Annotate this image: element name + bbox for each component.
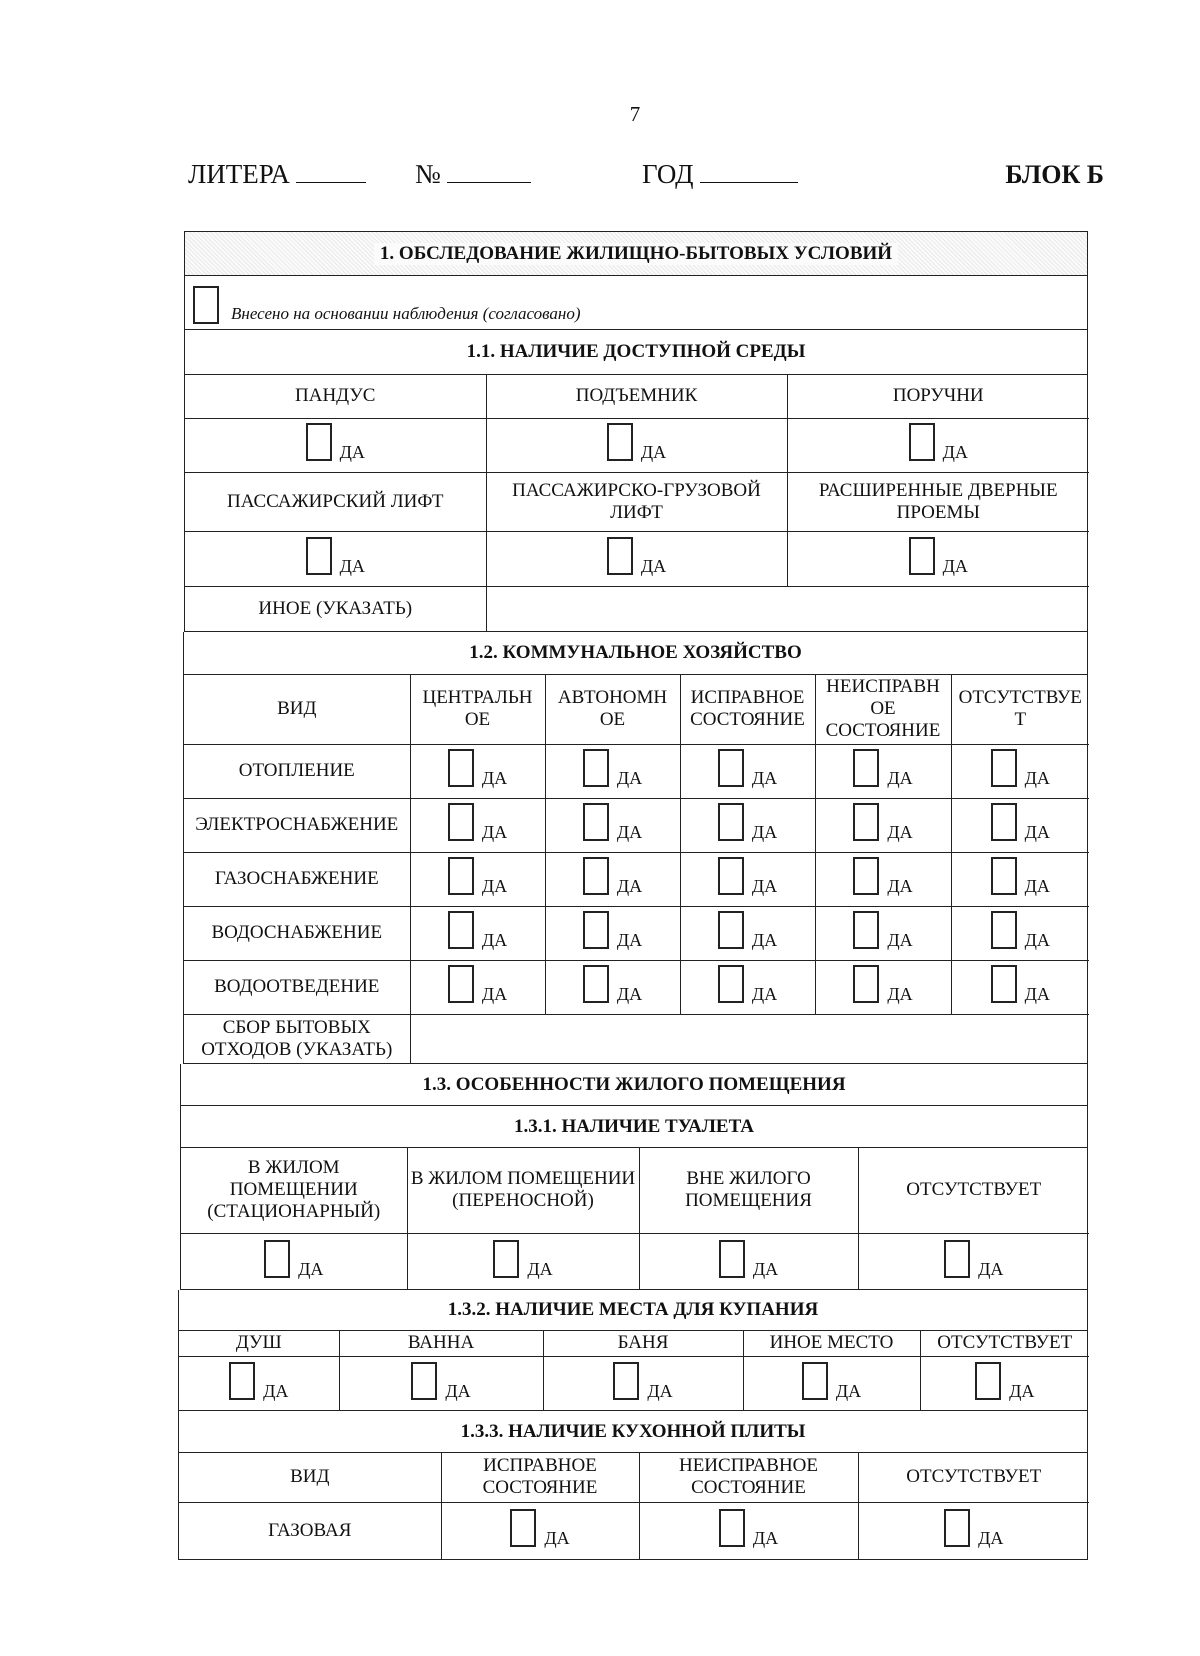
electricity-working-checkbox[interactable] [718,803,744,841]
freight-elevator-checkbox[interactable] [607,537,633,575]
number-label: № [415,159,441,189]
gas-absent-checkbox[interactable] [991,857,1017,895]
s131-title: 1.3.1. НАЛИЧИЕ ТУАЛЕТА [513,1115,755,1137]
bath-absent-label: ОТСУТСТВУЕТ [920,1331,1089,1356]
s133-grid: ВИД ИСПРАВНОЕ СОСТОЯНИЕ НЕИСПРАВНОЕ СОСТОЯНИЕ ОТСУТСТВУЕТ ГАЗОВАЯ ДА ДА ДА [178,1453,1088,1560]
table-row: ЭЛЕКТРОСНАБЖЕНИЕ ДА ДА ДА ДА ДА [184,798,1089,852]
bath-tub-label: ВАННА [339,1331,543,1356]
row-label-waste: СБОР БЫТОВЫХ ОТХОДОВ (УКАЗАТЬ) [184,1014,410,1064]
heating-autonomous-checkbox[interactable] [583,749,609,787]
year-label: ГОД [642,159,694,189]
s132-title: 1.3.2. НАЛИЧИЕ МЕСТА ДЛЯ КУПАНИЯ [447,1299,819,1320]
electricity-absent-checkbox[interactable] [991,803,1017,841]
table-row: ВОДООТВЕДЕНИЕ ДА ДА ДА ДА ДА [184,960,1089,1014]
row-label-gas: ГАЗОСНАБЖЕНИЕ [184,852,410,906]
section1-title: 1. ОБСЛЕДОВАНИЕ ЖИЛИЩНО-БЫТОВЫХ УСЛОВИЙ [374,243,898,265]
row-label-drainage: ВОДООТВЕДЕНИЕ [184,960,410,1014]
s12-header-type: ВИД [184,675,410,744]
year-input[interactable] [700,158,798,183]
section1-title-row [184,231,1088,276]
heating-absent-checkbox[interactable] [991,749,1017,787]
s13-title: 1.3. ОСОБЕННОСТИ ЖИЛОГО ПОМЕЩЕНИЯ [422,1073,846,1095]
s11-title-row [184,330,1088,375]
bath-banya-label: БАНЯ [543,1331,743,1356]
toilet-outside-checkbox[interactable] [719,1240,745,1278]
bath-absent-checkbox[interactable] [975,1362,1001,1400]
s13-title-row [180,1064,1088,1106]
passenger-elevator-checkbox[interactable] [306,537,332,575]
stove-absent-header: ОТСУТСТВУЕТ [858,1453,1089,1502]
gas-central-checkbox[interactable] [448,857,474,895]
s12-header-absent: ОТСУТСТВУЕ Т [951,675,1089,744]
observation-note: Внесено на основании наблюдения (согласовано) [231,304,581,323]
bath-other-label: ИНОЕ МЕСТО [743,1331,920,1356]
waste-input[interactable] [410,1014,1089,1064]
row-label-heating: ОТОПЛЕНИЕ [184,744,410,798]
gas-stove-working-checkbox[interactable] [510,1509,536,1547]
block-label: БЛОК Б [1005,160,1104,189]
ramp-checkbox[interactable] [306,423,332,461]
s131-title-row [180,1106,1088,1148]
toilet-portable-checkbox[interactable] [493,1240,519,1278]
toilet-outside-label: ВНЕ ЖИЛОГО ПОМЕЩЕНИЯ [639,1148,858,1233]
banya-checkbox[interactable] [613,1362,639,1400]
year-field [642,158,798,190]
number-field [415,158,531,190]
s11-label-passenger-elevator: ПАССАЖИРСКИЙ ЛИФТ [185,472,486,531]
row-label-electricity: ЭЛЕКТРОСНАБЖЕНИЕ [184,798,410,852]
s12-header-autonomous: АВТОНОМН ОЕ [545,675,680,744]
s11-label-wide-doors: РАСШИРЕННЫЕ ДВЕРНЫЕ ПРОЕМЫ [787,472,1089,531]
toilet-absent-label: ОТСУТСТВУЕТ [858,1148,1089,1233]
toilet-portable-label: В ЖИЛОМ ПОМЕЩЕНИИ (ПЕРЕНОСНОЙ) [407,1148,639,1233]
gas-faulty-checkbox[interactable] [853,857,879,895]
electricity-faulty-checkbox[interactable] [853,803,879,841]
number-input[interactable] [447,158,531,183]
litera-label: ЛИТЕРА [188,159,290,189]
s11-other-input[interactable] [486,586,1089,632]
water-autonomous-checkbox[interactable] [583,911,609,949]
heating-working-checkbox[interactable] [718,749,744,787]
observation-checkbox[interactable] [193,286,219,324]
water-working-checkbox[interactable] [718,911,744,949]
s11-label-handrails: ПОРУЧНИ [787,375,1089,418]
s11-other-label: ИНОЕ (УКАЗАТЬ) [185,586,486,632]
s11-label-lift: ПОДЪЕМНИК [486,375,787,418]
drainage-working-checkbox[interactable] [718,965,744,1003]
litera-input[interactable] [296,158,366,183]
drainage-central-checkbox[interactable] [448,965,474,1003]
s132-title-row [178,1290,1088,1331]
page-number: 7 [629,102,641,126]
heating-faulty-checkbox[interactable] [853,749,879,787]
s12-header-working: ИСПРАВНОЕ СОСТОЯНИЕ [680,675,815,744]
s11-grid: ПАНДУС ПОДЪЕМНИК ПОРУЧНИ ДА ДА ДА ПАССАЖИРСКИЙ ЛИФТ ПАССАЖИРСКО-ГРУЗОВОЙ ЛИФТ РАСШИРЕННЫЕ ДВЕРНЫЕ ПРОЕМЫ ДА ДА ДА ИНОЕ (УКАЗАТЬ) [184,375,1088,632]
s131-grid: В ЖИЛОМ ПОМЕЩЕНИИ (СТАЦИОНАРНЫЙ) В ЖИЛОМ ПОМЕЩЕНИИ (ПЕРЕНОСНОЙ) ВНЕ ЖИЛОГО ПОМЕЩЕНИЯ ОТСУТСТВУЕТ ДА ДА ДА ДА [180,1148,1088,1290]
gas-autonomous-checkbox[interactable] [583,857,609,895]
toilet-stationary-checkbox[interactable] [264,1240,290,1278]
tub-checkbox[interactable] [411,1362,437,1400]
shower-checkbox[interactable] [229,1362,255,1400]
drainage-faulty-checkbox[interactable] [853,965,879,1003]
stove-gas-label: ГАЗОВАЯ [179,1502,441,1560]
s12-header-central: ЦЕНТРАЛЬН ОЕ [410,675,545,744]
water-faulty-checkbox[interactable] [853,911,879,949]
stove-type-header: ВИД [179,1453,441,1502]
gas-stove-faulty-checkbox[interactable] [719,1509,745,1547]
electricity-autonomous-checkbox[interactable] [583,803,609,841]
litera-field [188,158,366,190]
note-row [184,276,1088,330]
gas-working-checkbox[interactable] [718,857,744,895]
s11-label-ramp: ПАНДУС [185,375,486,418]
handrails-checkbox[interactable] [909,423,935,461]
s133-title: 1.3.3. НАЛИЧИЕ КУХОННОЙ ПЛИТЫ [460,1420,806,1442]
wide-doors-checkbox[interactable] [909,537,935,575]
toilet-absent-checkbox[interactable] [944,1240,970,1278]
row-label-water: ВОДОСНАБЖЕНИЕ [184,906,410,960]
gas-stove-absent-checkbox[interactable] [944,1509,970,1547]
lift-checkbox[interactable] [607,423,633,461]
bath-shower-label: ДУШ [179,1331,339,1356]
s133-title-row [178,1411,1088,1453]
bath-other-checkbox[interactable] [802,1362,828,1400]
water-absent-checkbox[interactable] [991,911,1017,949]
s11-label-freight-elevator: ПАССАЖИРСКО-ГРУЗОВОЙ ЛИФТ [486,472,787,531]
drainage-absent-checkbox[interactable] [991,965,1017,1003]
stove-working-header: ИСПРАВНОЕ СОСТОЯНИЕ [441,1453,639,1502]
s12-grid [183,675,1088,1064]
toilet-stationary-label: В ЖИЛОМ ПОМЕЩЕНИИ (СТАЦИОНАРНЫЙ) [181,1148,407,1233]
s12-header-faulty: НЕИСПРАВН ОЕ СОСТОЯНИЕ [815,675,951,744]
drainage-autonomous-checkbox[interactable] [583,965,609,1003]
stove-faulty-header: НЕИСПРАВНОЕ СОСТОЯНИЕ [639,1453,858,1502]
s12-title-row [183,632,1088,675]
table-row: ГАЗОСНАБЖЕНИЕ ДА ДА ДА ДА ДА [184,852,1089,906]
electricity-central-checkbox[interactable] [448,803,474,841]
table-row: ВОДОСНАБЖЕНИЕ ДА ДА ДА ДА ДА [184,906,1089,960]
s12-title: 1.2. КОММУНАЛЬНОЕ ХОЗЯЙСТВО [469,642,802,663]
water-central-checkbox[interactable] [448,911,474,949]
table-row: ОТОПЛЕНИЕ ДА ДА ДА ДА ДА [184,744,1089,798]
s132-grid: ДУШ ВАННА БАНЯ ИНОЕ МЕСТО ОТСУТСТВУЕТ ДА ДА ДА ДА ДА [178,1331,1088,1411]
s11-title: 1.1. НАЛИЧИЕ ДОСТУПНОЙ СРЕДЫ [466,341,806,362]
heating-central-checkbox[interactable] [448,749,474,787]
